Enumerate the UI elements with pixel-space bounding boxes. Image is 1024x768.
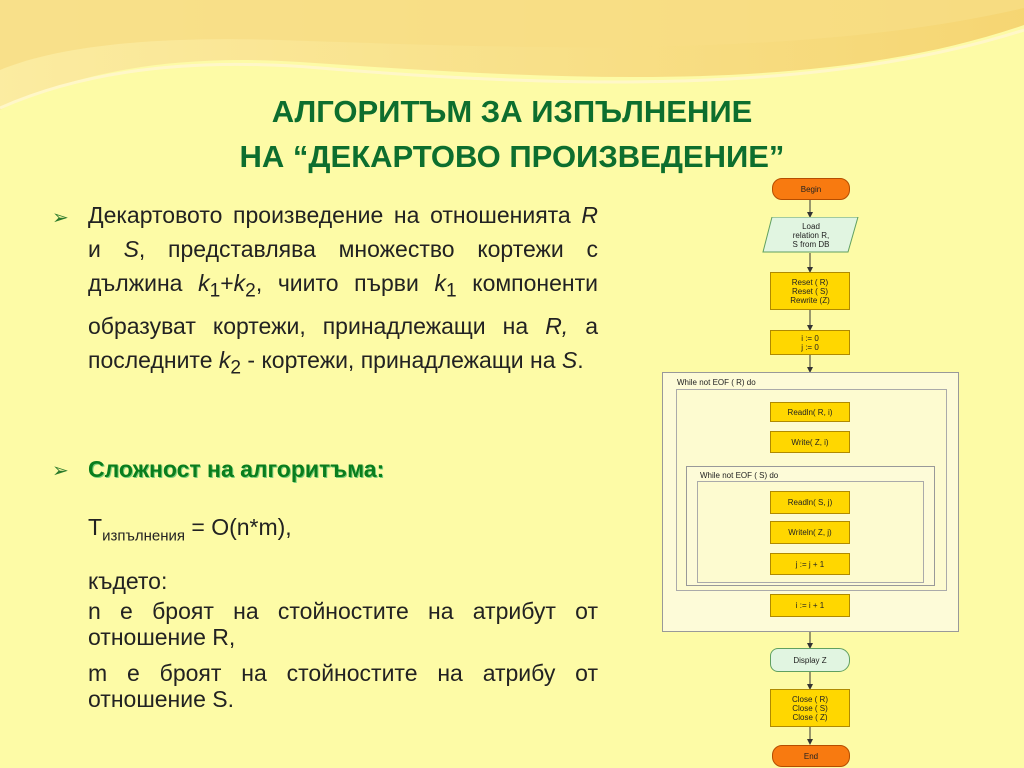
page-title-line2: НА “ДЕКАРТОВО ПРОИЗВЕДЕНИЕ” xyxy=(239,139,785,174)
outer-loop-label: While not EOF ( R) do xyxy=(677,378,756,387)
flowchart-readln-r: Readln( R, i) xyxy=(770,402,850,422)
n-description: n е броят на стойностите на атрибут от отношение R, xyxy=(88,598,598,650)
flowchart-begin: Begin xyxy=(772,178,850,200)
m-description: m е броят на стойностите на атрибу от отношение S. xyxy=(88,660,598,712)
flowchart-display: Display Z xyxy=(770,648,850,672)
flowchart-write-z: Write( Z, i) xyxy=(770,431,850,453)
flowchart-inc-i: i := i + 1 xyxy=(770,594,850,617)
flowchart-readln-s: Readln( S, j) xyxy=(770,491,850,514)
inner-loop-label: While not EOF ( S) do xyxy=(700,471,779,480)
flowchart-reset: Reset ( R) Reset ( S) Rewrite (Z) xyxy=(770,272,850,310)
arrow-bullet-icon: ➢ xyxy=(52,460,69,482)
complexity-formula: $T_{изпълнения} = O(n*m)$, xyxy=(88,514,292,545)
flowchart-inc-j: j := j + 1 xyxy=(770,553,850,575)
complexity-heading: Сложност на алгоритъма: xyxy=(88,456,385,482)
flowchart-end: End xyxy=(772,745,850,767)
arrow-bullet-icon: ➢ xyxy=(52,207,69,229)
flowchart-init: i := 0 j := 0 xyxy=(770,330,850,355)
flowchart-load: Load relation R, S from DB xyxy=(792,221,830,249)
where-label: където: xyxy=(88,568,168,594)
flowchart-writeln-z: Writeln( Z, j) xyxy=(770,521,850,544)
bullet-cartesian-definition: Декартовото произведение на отношенията R и S, представлява множество кортежи с дължина $k_1+k_2$, чиито първи $k_1$ компоненти образуват кортежи, принадлежащи на R, а последните $k_2$ - кортежи, принадлежащи на S. xyxy=(88,202,599,379)
page-title-line1: АЛГОРИТЪМ ЗА ИЗПЪЛНЕНИЕ xyxy=(271,94,753,129)
flowchart-close: Close ( R) Close ( S) Close ( Z) xyxy=(770,689,850,727)
